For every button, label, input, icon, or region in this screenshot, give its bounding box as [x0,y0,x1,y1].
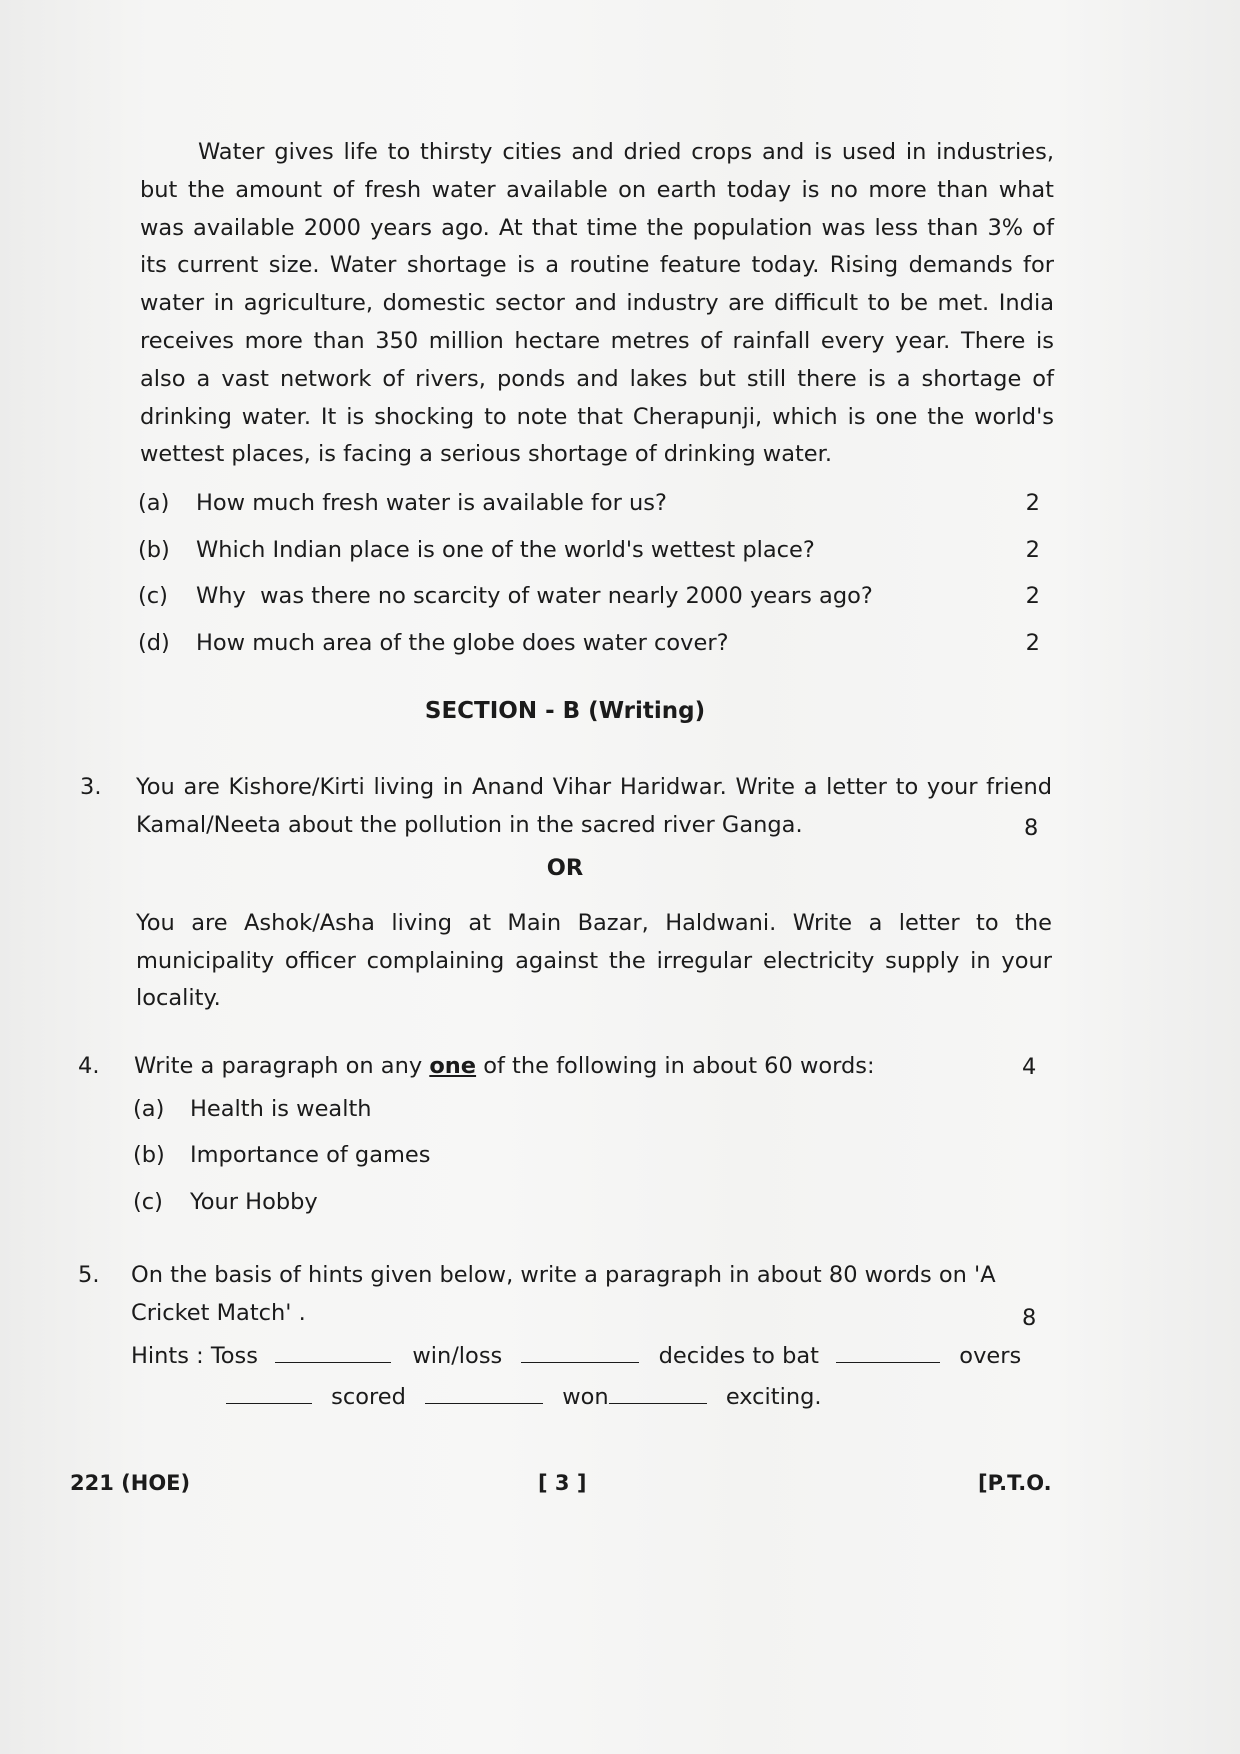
question-4-marks: 4 [1022,1054,1037,1080]
or-divider: OR [546,855,584,881]
fill-blank [609,1383,707,1404]
hint-word: exciting. [725,1384,822,1410]
question-4-emphasis: one [429,1053,477,1079]
hint-word: scored [331,1384,406,1410]
question-3-text: You are Kishore/Kirti living in Anand Vihar Haridwar. Write a letter to your friend Kamal/Neeta about the pollution in the sacred river Ganga. [136,774,1052,838]
hints-row-1 [131,1341,1046,1371]
question-marks: 2 [1025,537,1040,563]
question-5-number: 5. [78,1262,100,1288]
comprehension-passage: Water gives life to thirsty cities and dried crops and is used in industries, but the amount of fresh water available on earth today is no more than what was available 2000 years ago. At that time the population was less than 3% of its current size. Water shortage is a routine feature today. Rising demands for water in agriculture, domestic sector and industry are difficult to be met. India receives more than 350 million hectare metres of rainfall every year. There is also a vast network of rivers, ponds and lakes but still there is a shortage of drinking water. It is shocking to note that Cherapunji, which is one the world's wettest places, is facing a serious shortage of drinking water. [140,139,1054,468]
question-4-text [134,1051,875,1081]
question-label: (d) [138,630,170,656]
question-4-option-b [133,1140,733,1170]
question-4-text-after: of the following in about 60 words: [476,1053,875,1079]
option-label: (b) [133,1142,165,1168]
fill-blank [521,1342,639,1363]
hints-row-2 [226,1382,822,1412]
question-3-number: 3. [80,774,102,800]
question-label: (a) [138,490,170,516]
question-5-text-line2: Cricket Match' . [131,1300,306,1326]
question-marks: 2 [1025,630,1040,656]
page-number: [ 3 ] [538,1471,587,1495]
question-label: (c) [138,583,168,609]
question-marks: 2 [1025,583,1040,609]
passage-question-a [138,488,1054,518]
option-text: Your Hobby [190,1189,318,1215]
hint-word: decides to bat [658,1343,819,1369]
fill-blank [226,1383,312,1404]
question-4-option-a [133,1094,733,1124]
option-text: Health is wealth [190,1096,372,1122]
fill-blank [275,1342,391,1363]
question-4-option-c [133,1187,733,1217]
fill-blank [836,1342,940,1363]
question-text: Why was there no scarcity of water nearly 2000 years ago? [196,583,873,609]
passage-question-d [138,628,1054,658]
question-label: (b) [138,537,170,563]
question-text: How much area of the globe does water cover? [196,630,729,656]
hint-word: win/loss [412,1343,503,1369]
question-3-marks: 8 [1024,815,1039,841]
hints-label: Hints : Toss [131,1343,258,1369]
section-b-title: SECTION - B (Writing) [424,698,706,724]
option-label: (a) [133,1096,165,1122]
fill-blank [425,1383,543,1404]
paper-code: 221 (HOE) [70,1471,191,1495]
hint-word: overs [959,1343,1022,1369]
question-marks: 2 [1025,490,1040,516]
passage-question-c [138,581,1054,611]
hint-word: won [562,1384,609,1410]
question-3-alt-text: You are Ashok/Asha living at Main Bazar, Haldwani. Write a letter to the municipality officer complaining against the irregular electricity supply in your locality. [136,910,1052,1012]
question-text: How much fresh water is available for us? [196,490,667,516]
question-5-marks: 8 [1022,1305,1037,1331]
question-4-number: 4. [78,1053,100,1079]
question-5-text-line1: On the basis of hints given below, write a paragraph in about 80 words on 'A [131,1262,996,1288]
question-text: Which Indian place is one of the world's wettest place? [196,537,815,563]
please-turn-over: [P.T.O. [978,1471,1052,1495]
option-text: Importance of games [190,1142,431,1168]
question-4-text-before: Write a paragraph on any [134,1053,430,1079]
option-label: (c) [133,1189,163,1215]
passage-question-b [138,535,1054,565]
